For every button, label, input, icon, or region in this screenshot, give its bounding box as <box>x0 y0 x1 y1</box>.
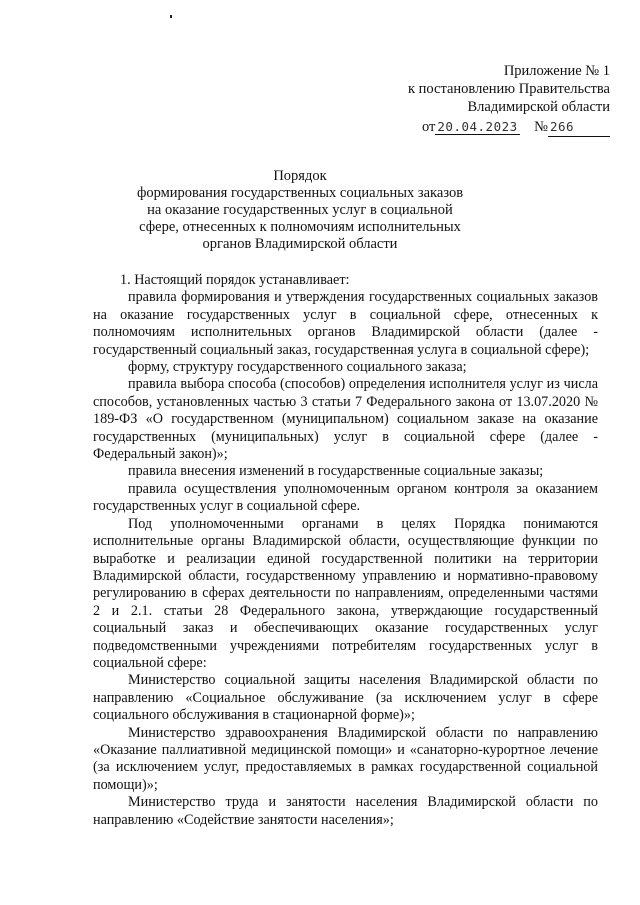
title-line-2: формирования государственных социальных заказов <box>136 185 464 201</box>
number-prefix: № <box>534 119 548 135</box>
appendix-date-line <box>350 118 610 137</box>
scan-speck <box>170 15 172 18</box>
appendix-title: Приложение № 1 <box>503 63 610 79</box>
title-line-1: Порядок <box>273 168 327 184</box>
title-line-4: сфере, отнесенных к полномочиям исполнительных <box>139 219 461 235</box>
appendix-reference: к постановлению Правительства <box>408 81 610 97</box>
paragraph-item: форму, структуру государственного социального заказа; <box>128 359 467 376</box>
appendix-header <box>350 62 610 137</box>
paragraph-item: правила внесения изменений в государственные социальные заказы; <box>128 463 544 480</box>
paragraph-item: правила осуществления уполномоченным органом контроля за оказанием государственных услуг в социальной сфере. <box>93 480 598 515</box>
paragraph-definition: Под уполномоченными органами в целях Порядка понимаются исполнительные органы Владимирской области, осуществляющие функции по выработке и реализации единой государственной политики на территории Владимирской области, государственному управлению и нормативно-правовому регулированию в сферах деятельности по направлениям, определенными частями 2 и 2.1. статьи 28 Федерального закона, утверждающие государственный социальный заказ и обеспечивающих оказание государственных услуг подведомственными учреждениями потребителям государственных услуг в социальной сфере: <box>93 515 598 671</box>
date-prefix: от <box>421 119 436 135</box>
title-line-3: на оказание государственных услуг в социальной <box>147 202 453 218</box>
paragraph-item: правила выбора способа (способов) определения исполнителя услуг из числа способов, установленных частью 3 статьи 7 Федерального закона от 13.07.2020 № 189-ФЗ «О государственном (муниципальном) социальном заказе на оказание государственных (муниципальных) услуг в социальной сфере (далее - Федеральный закон)»; <box>93 376 598 463</box>
paragraph-ministry: Министерство здравоохранения Владимирской области по направлению «Оказание паллиативной медицинской помощи» и «санаторно-курортное лечение (за исключением услуг, предоставляемых в рамках государственной социальной помощи)»; <box>93 724 598 793</box>
appendix-region: Владимирской области <box>467 99 610 115</box>
document-title <box>130 168 470 253</box>
paragraph-item: правила формирования и утверждения государственных социальных заказов на оказание государственных услуг в социальной сфере, отнесенных к полномочиям исполнительных органов Владимирской области (далее - государственный социальный заказ, государственная услуга в социальной сфере); <box>93 289 598 358</box>
paragraph-ministry: Министерство социальной защиты населения Владимирской области по направлению «Социальное обслуживание (за исключением услуг в сфере социального обслуживания в стационарной форме)»; <box>93 672 598 724</box>
document-body <box>93 272 598 829</box>
paragraph-ministry: Министерство труда и занятости населения Владимирской области по направлению «Содействие занятости населения»; <box>93 794 598 828</box>
title-line-5: органов Владимирской области <box>202 236 398 252</box>
decree-number: 266 <box>548 118 610 137</box>
paragraph-intro: 1. Настоящий порядок устанавливает: <box>120 272 350 288</box>
decree-date: 20.04.2023 <box>437 119 518 134</box>
